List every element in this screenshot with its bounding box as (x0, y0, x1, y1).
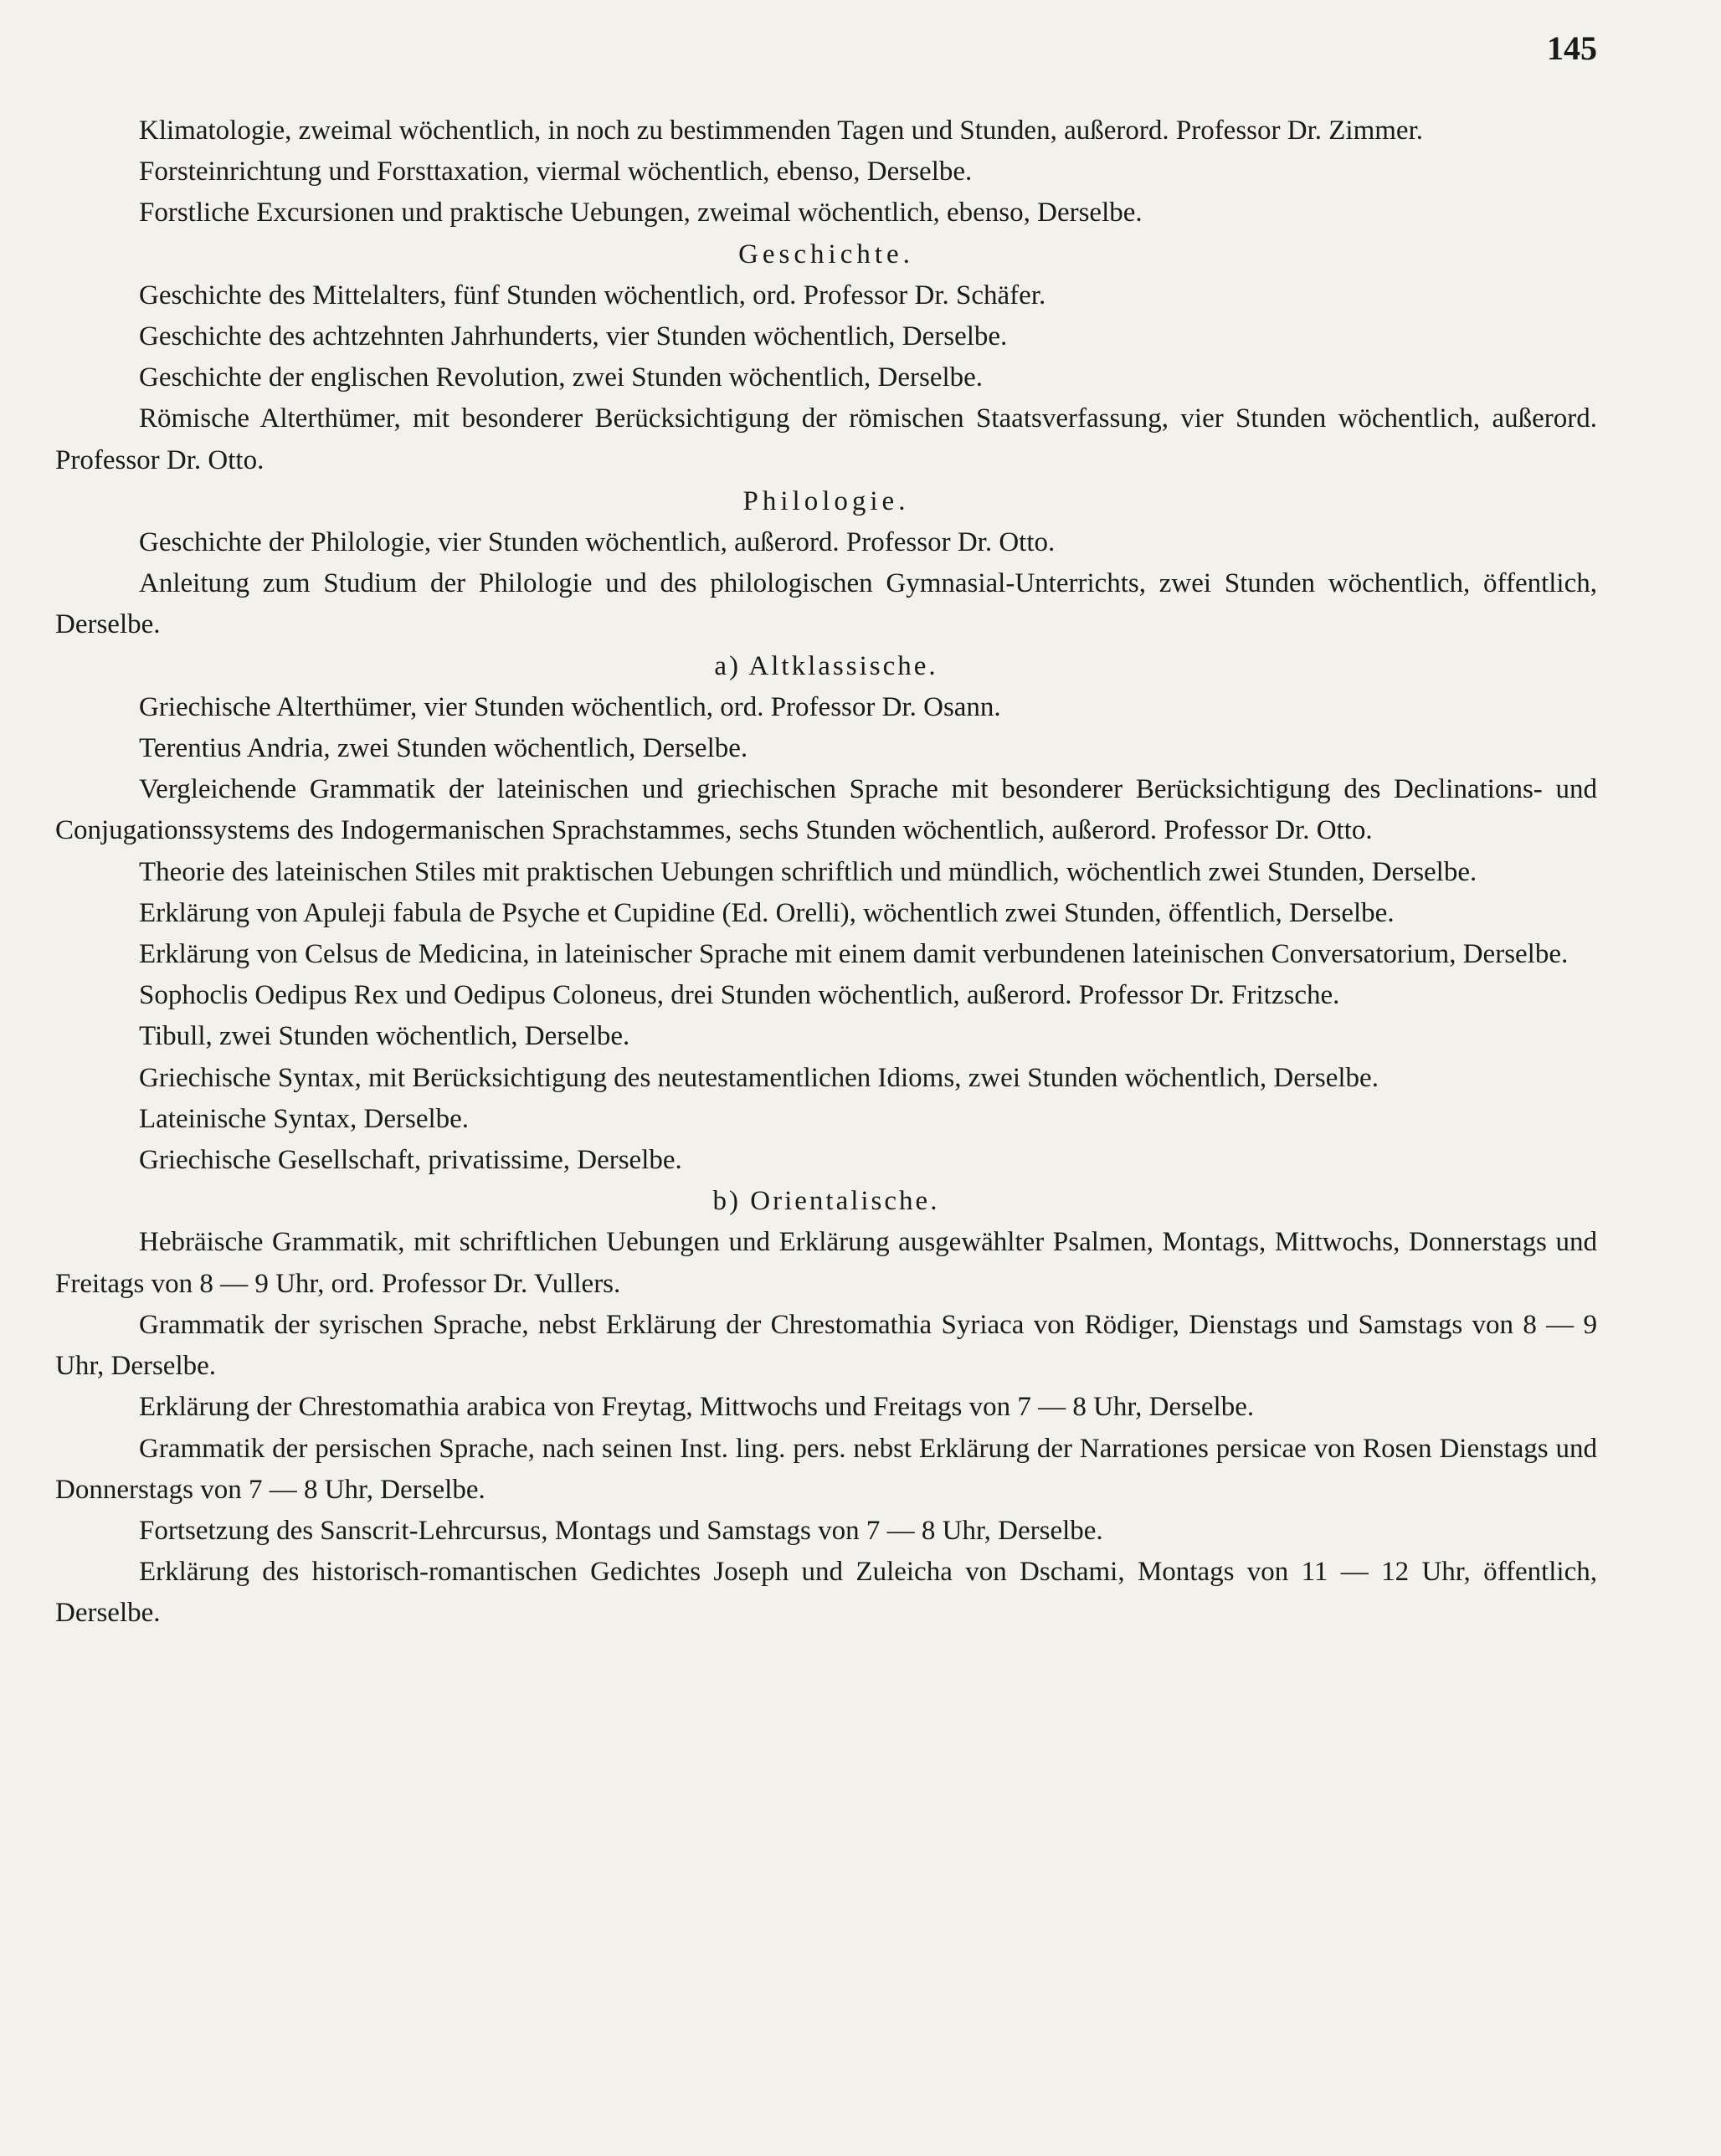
section-heading: Geschichte. (738, 239, 914, 270)
course-entry: Lateinische Syntax, Derselbe. (139, 1103, 470, 1134)
course-entry: Geschichte der englischen Revolution, zwei Stunden wöchentlich, Derselbe. (139, 362, 984, 393)
course-entry: Terentius Andria, zwei Stunden wöchentlich, Derselbe. (139, 733, 748, 764)
course-entry: Sophoclis Oedipus Rex und Oedipus Coloneus, drei Stunden wöchentlich, außerord. Professor Dr. Fritzsche. (139, 980, 1340, 1011)
course-entry: Erklärung des historisch-romantischen Gedichtes Joseph und Zuleicha von Dschami, Montags von 11 — 12 Uhr, öffentlich, Derselbe. (55, 1557, 1597, 1629)
course-entry: Erklärung von Apuleji fabula de Psyche et Cupidine (Ed. Orelli), wöchentlich zwei Stunden, öffentlich, Derselbe. (139, 897, 1395, 928)
subsection-heading: b) Orientalische. (712, 1186, 940, 1217)
course-entry: Theorie des lateinischen Stiles mit praktischen Uebungen schriftlich und mündlich, wöchentlich zwei Stunden, Derselbe. (139, 856, 1477, 887)
course-entry: Römische Alterthümer, mit besonderer Berücksichtigung der römischen Staatsverfassung, vier Stunden wöchentlich, außerord. Professor Dr. Otto. (55, 403, 1597, 475)
course-entry: Tibull, zwei Stunden wöchentlich, Derselbe. (139, 1021, 630, 1052)
page-content (55, 110, 1597, 1635)
course-entry: Erklärung von Celsus de Medicina, in lateinischer Sprache mit einem damit verbundenen lateinischen Conversatorium, Derselbe. (139, 939, 1569, 970)
page-number: 145 (1547, 29, 1597, 67)
course-entry: Grammatik der persischen Sprache, nach seinen Inst. ling. pers. nebst Erklärung der Narrationes persicae von Rosen Dienstags und Donnerstags von 7 — 8 Uhr, Derselbe. (55, 1433, 1597, 1505)
course-entry: Forsteinrichtung und Forsttaxation, viermal wöchentlich, ebenso, Derselbe. (139, 157, 973, 187)
course-entry: Geschichte des achtzehnten Jahrhunderts, vier Stunden wöchentlich, Derselbe. (139, 321, 1008, 352)
course-entry: Vergleichende Grammatik der lateinischen und griechischen Sprache mit besonderer Berücksichtigung des Declinations- und Conjugationssystems des Indogermanischen Sprachstammes, sechs Stunden wöchentlich, außerord. Professor Dr. Otto. (55, 774, 1597, 846)
course-entry: Forstliche Excursionen und praktische Uebungen, zweimal wöchentlich, ebenso, Derselbe. (139, 198, 1143, 228)
subsection-heading: a) Altklassische. (714, 650, 938, 681)
section-heading: Philologie. (742, 485, 910, 516)
course-entry: Geschichte der Philologie, vier Stunden wöchentlich, außerord. Professor Dr. Otto. (139, 527, 1056, 558)
course-entry: Griechische Alterthümer, vier Stunden wöchentlich, ord. Professor Dr. Osann. (139, 691, 1001, 722)
course-entry: Griechische Gesellschaft, privatissime, Derselbe. (139, 1145, 682, 1176)
course-entry: Griechische Syntax, mit Berücksichtigung des neutestamentlichen Idioms, zwei Stunden wöchentlich, Derselbe. (139, 1062, 1379, 1093)
course-entry: Geschichte des Mittelalters, fünf Stunden wöchentlich, ord. Professor Dr. Schäfer. (139, 280, 1046, 311)
course-entry: Anleitung zum Studium der Philologie und des philologischen Gymnasial-Unterrichts, zwei Stunden wöchentlich, öffentlich, Derselbe. (55, 568, 1597, 640)
course-entry: Hebräische Grammatik, mit schriftlichen Uebungen und Erklärung ausgewählter Psalmen, Montags, Mittwochs, Donnerstags und Freitags von 8 — 9 Uhr, ord. Professor Dr. Vullers. (55, 1227, 1597, 1299)
course-entry: Fortsetzung des Sanscrit-Lehrcursus, Montags und Samstags von 7 — 8 Uhr, Derselbe. (139, 1515, 1103, 1546)
course-entry: Klimatologie, zweimal wöchentlich, in noch zu bestimmenden Tagen und Stunden, außerord. Professor Dr. Zimmer. (139, 116, 1423, 146)
course-entry: Erklärung der Chrestomathia arabica von Freytag, Mittwochs und Freitags von 7 — 8 Uhr, Derselbe. (139, 1392, 1255, 1423)
course-entry: Grammatik der syrischen Sprache, nebst Erklärung der Chrestomathia Syriaca von Rödiger, Dienstags und Samstags von 8 — 9 Uhr, Derselbe. (55, 1309, 1597, 1382)
